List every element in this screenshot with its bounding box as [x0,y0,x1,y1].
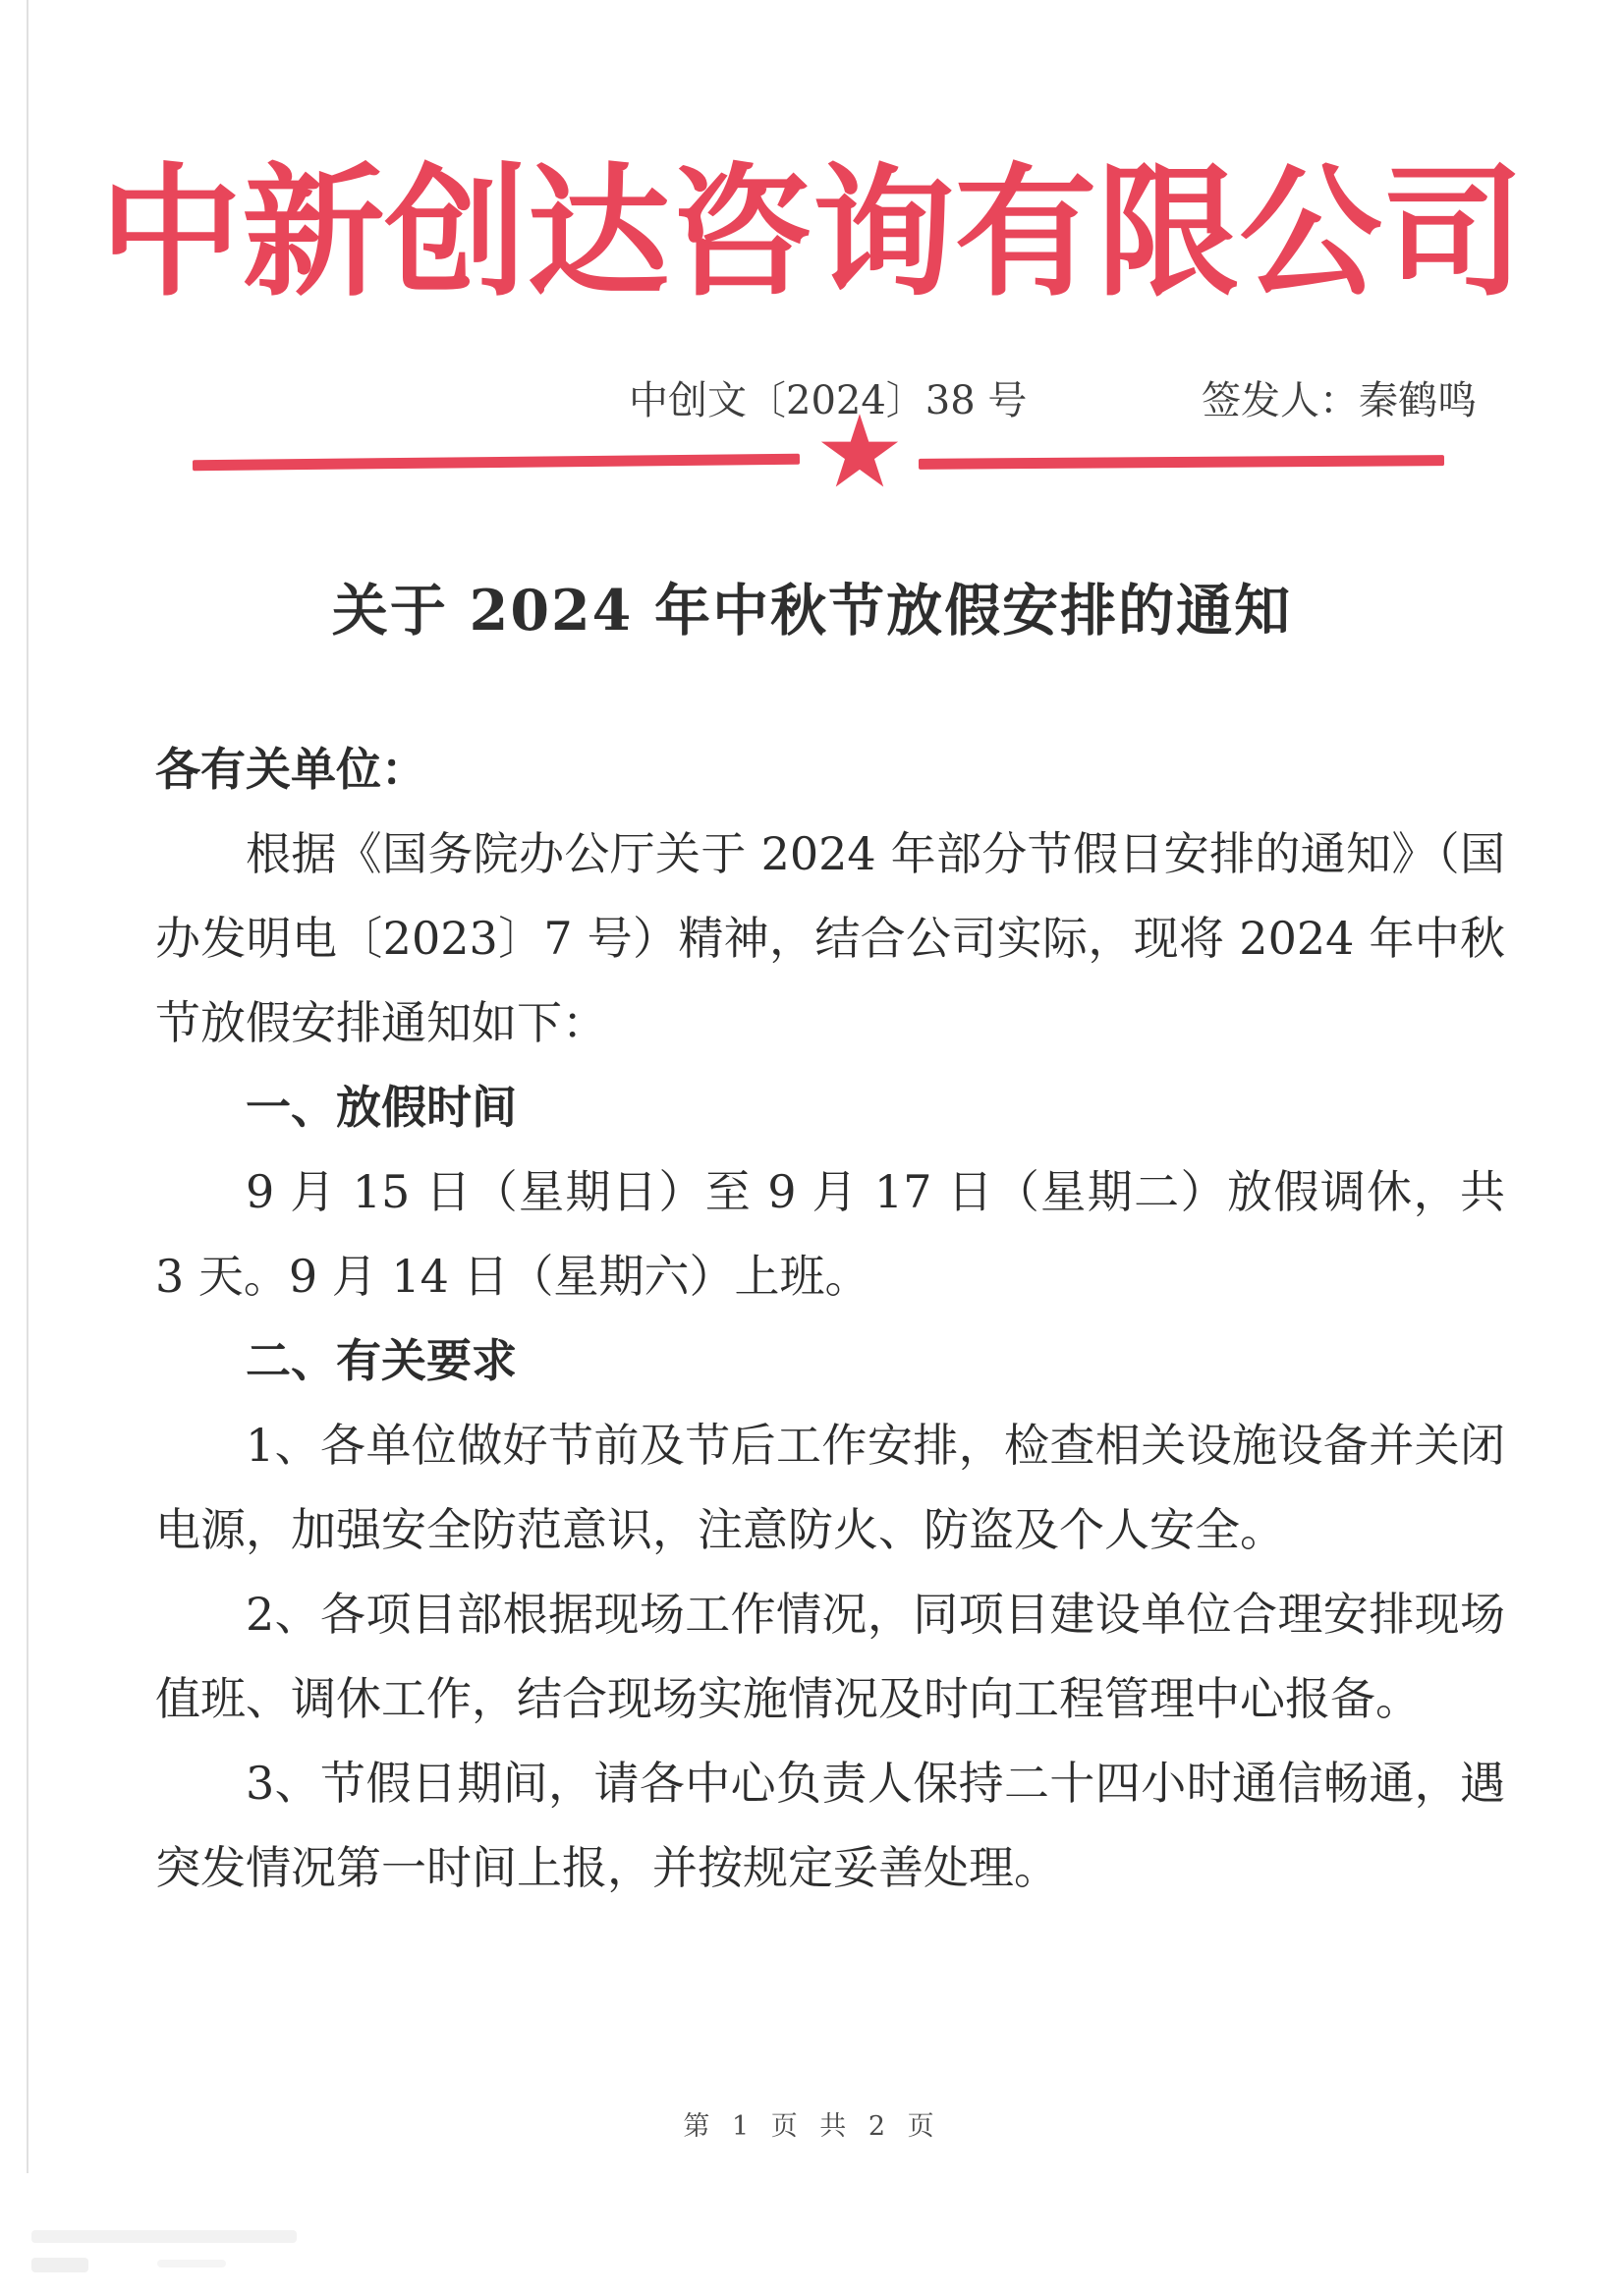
body-paragraph: 3、节假日期间，请各中心负责人保持二十四小时通信畅通，遇突发情况第一时间上报，并按规定妥善处理。 [155,1757,1505,1894]
company-name-header: 中新创达咨询有限公司 [99,149,1525,316]
salutation: 各有关单位： [155,743,426,796]
document-body [155,727,1505,1910]
doc-number: 中创文〔2024〕38 号 [629,378,1028,423]
paragraph-list [155,812,1505,1910]
body-paragraph: 1、各单位做好节前及节后工作安排，检查相关设施设备并关闭电源，加强安全防范意识，注意防火、防盗及个人安全。 [155,1419,1505,1556]
document-title: 关于 2024 年中秋节放假安排的通知 [331,578,1293,644]
body-paragraph: 9 月 15 日（星期日）至 9 月 17 日（星期二）放假调休，共 3 天。9 月 14 日（星期六）上班。 [155,1165,1505,1303]
star-icon: ★ [814,394,905,511]
red-divider-left [193,454,800,471]
body-paragraph: 2、各项目部根据现场工作情况，同项目建设单位合理安排现场值班、调休工作，结合现场实施情况及时向工程管理中心报备。 [155,1588,1505,1725]
issuer-name: 签发人：秦鹤鸣 [1202,378,1477,423]
scan-smudge [31,2258,88,2272]
scan-edge-artifact [27,0,28,2173]
section-heading: 一、放假时间 [246,1081,517,1134]
scan-smudge [157,2260,226,2267]
body-paragraph: 根据《国务院办公厅关于 2024 年部分节假日安排的通知》（国办发明电〔2023〕7 号）精神，结合公司实际，现将 2024 年中秋节放假安排通知如下： [155,827,1505,1049]
section-heading: 二、有关要求 [246,1334,517,1387]
scan-smudge [31,2230,297,2243]
page-number-footer: 第 1 页 共 2 页 [683,2111,941,2142]
red-divider-right [919,455,1444,470]
